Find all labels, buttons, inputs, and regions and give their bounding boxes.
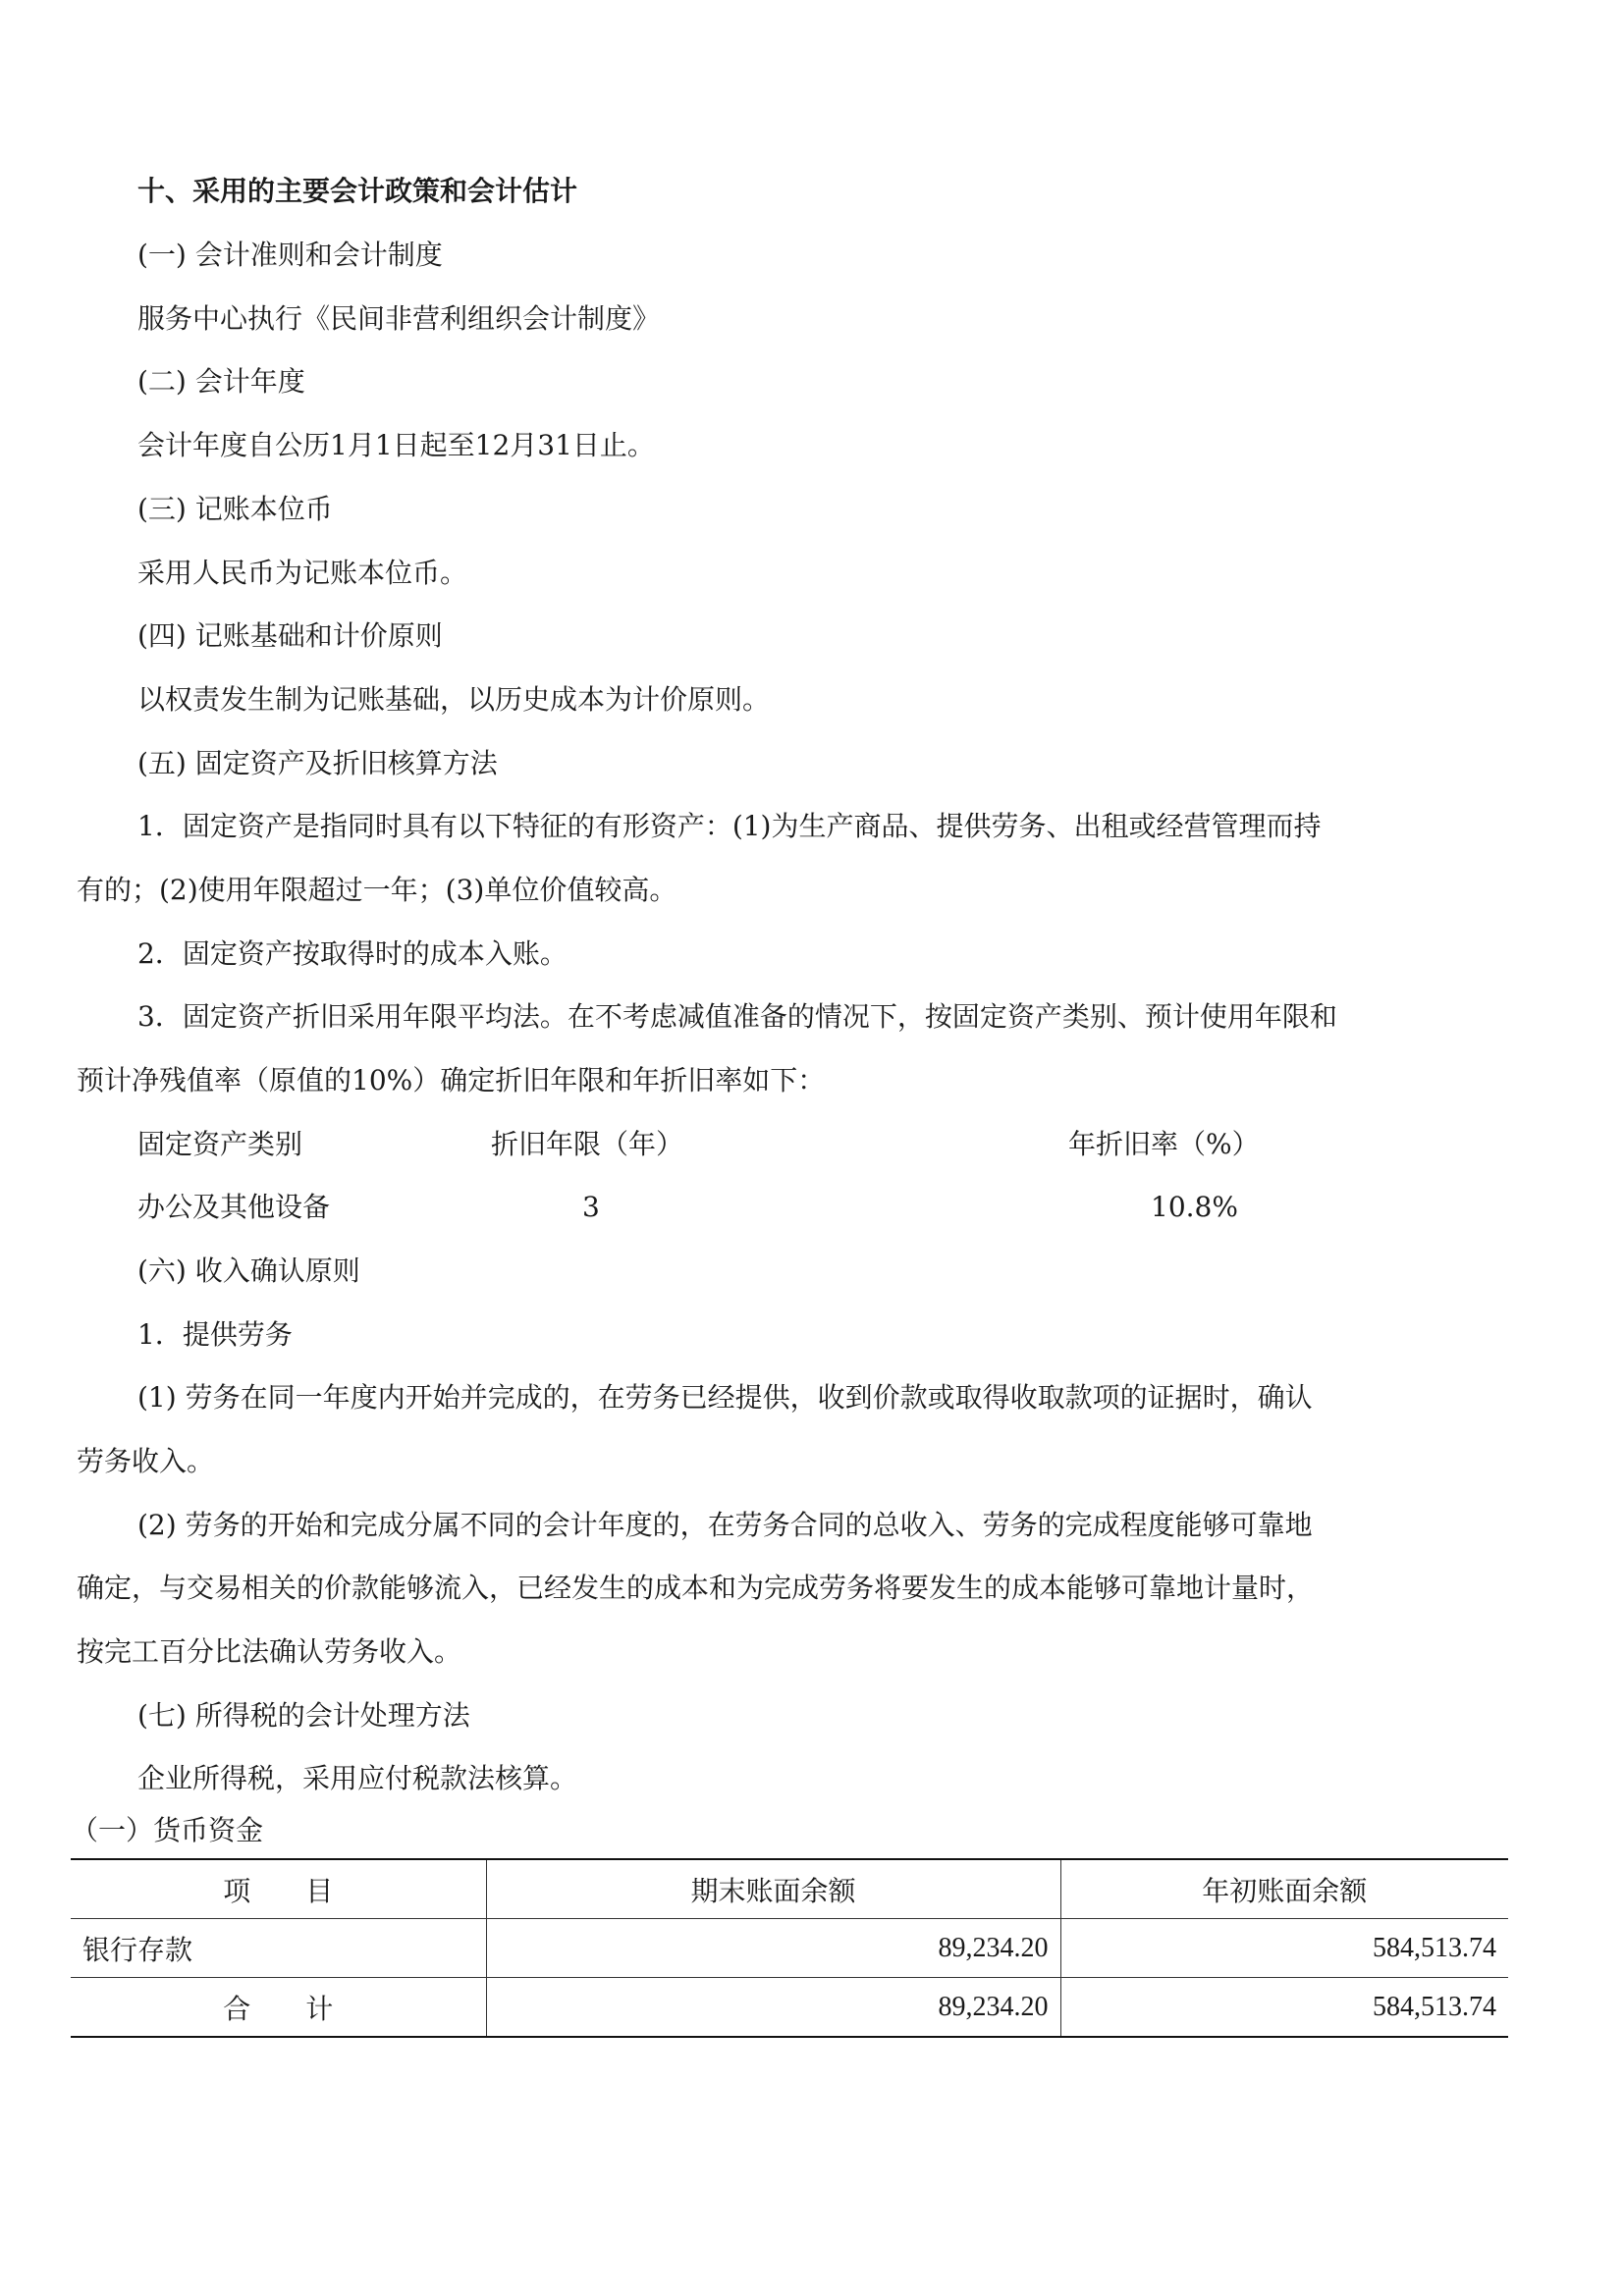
policy-6-sub-2-line-2: 确定，与交易相关的价款能够流入，已经发生的成本和为完成劳务将要发生的成本能够可靠地计量时，	[77, 1572, 1315, 1604]
table-row-total	[71, 1978, 1508, 2038]
policy-6-item-1: 1．提供劳务	[137, 1318, 293, 1351]
policy-4-text: 以权责发生制为记账基础，以历史成本为计价原则。	[137, 683, 771, 716]
cash-total-end-balance: 89,234.20	[486, 1978, 1060, 2038]
policy-1-text: 服务中心执行《民间非营利组织会计制度》	[137, 302, 661, 335]
cash-header-item: 项 目	[71, 1859, 486, 1919]
policy-6-sub-2-line-1: (2) 劳务的开始和完成分属不同的会计年度的，在劳务合同的总收入、劳务的完成程度能够可靠地	[137, 1509, 1313, 1541]
policy-3-text: 采用人民币为记账本位币。	[137, 557, 468, 589]
cash-total-begin-balance: 584,513.74	[1060, 1978, 1508, 2038]
policy-7-text: 企业所得税，采用应付税款法核算。	[137, 1762, 578, 1794]
policy-6-sub-2-line-3: 按完工百分比法确认劳务收入。	[77, 1635, 462, 1668]
policy-5-item-1-line-1: 1．固定资产是指同时具有以下特征的有形资产：(1)为生产商品、提供劳务、出租或经营管理而持	[137, 810, 1322, 842]
cash-table-title: （一）货币资金	[71, 1814, 264, 1846]
cash-row-end-balance: 89,234.20	[486, 1919, 1060, 1978]
depreciation-row-category: 办公及其他设备	[137, 1191, 331, 1223]
cash-header-begin-balance: 年初账面余额	[1060, 1859, 1508, 1919]
policy-7-title: (七) 所得税的会计处理方法	[137, 1699, 470, 1732]
policy-3-title: (三) 记账本位币	[137, 493, 333, 525]
policy-5-item-3-line-1: 3．固定资产折旧采用年限平均法。在不考虑减值准备的情况下，按固定资产类别、预计使用年限和	[137, 1000, 1337, 1033]
cash-header-end-balance: 期末账面余额	[486, 1859, 1060, 1919]
cash-table-header-row	[71, 1859, 1508, 1919]
depreciation-header-rate: 年折旧率（%）	[1068, 1128, 1260, 1160]
cash-row-item: 银行存款	[71, 1919, 486, 1978]
policy-6-title: (六) 收入确认原则	[137, 1255, 360, 1287]
policy-5-item-1-line-2: 有的；(2)使用年限超过一年；(3)单位价值较高。	[77, 874, 677, 906]
cash-row-begin-balance: 584,513.74	[1060, 1919, 1508, 1978]
policy-2-text: 会计年度自公历1月1日起至12月31日止。	[137, 429, 655, 461]
depreciation-row-rate: 10.8%	[1151, 1191, 1238, 1223]
section-title: 十、采用的主要会计政策和会计估计	[137, 175, 578, 207]
policy-4-title: (四) 记账基础和计价原则	[137, 619, 443, 652]
policy-6-sub-1-line-1: (1) 劳务在同一年度内开始并完成的，在劳务已经提供，收到价款或取得收取款项的证据时，确认	[137, 1381, 1313, 1414]
policy-1-title: (一) 会计准则和会计制度	[137, 239, 443, 271]
cash-total-label: 合 计	[71, 1978, 486, 2038]
policy-5-item-2: 2．固定资产按取得时的成本入账。	[137, 937, 568, 970]
policy-2-title: (二) 会计年度	[137, 365, 305, 398]
depreciation-row-years: 3	[582, 1191, 600, 1223]
policy-6-sub-1-line-2: 劳务收入。	[77, 1445, 215, 1477]
table-row	[71, 1919, 1508, 1978]
depreciation-header-category: 固定资产类别	[137, 1128, 303, 1160]
policy-5-title: (五) 固定资产及折旧核算方法	[137, 747, 498, 779]
cash-table	[71, 1858, 1508, 2038]
policy-5-item-3-line-2: 预计净残值率（原值的10%）确定折旧年限和年折旧率如下：	[77, 1064, 826, 1096]
depreciation-header-years: 折旧年限（年）	[491, 1128, 684, 1160]
